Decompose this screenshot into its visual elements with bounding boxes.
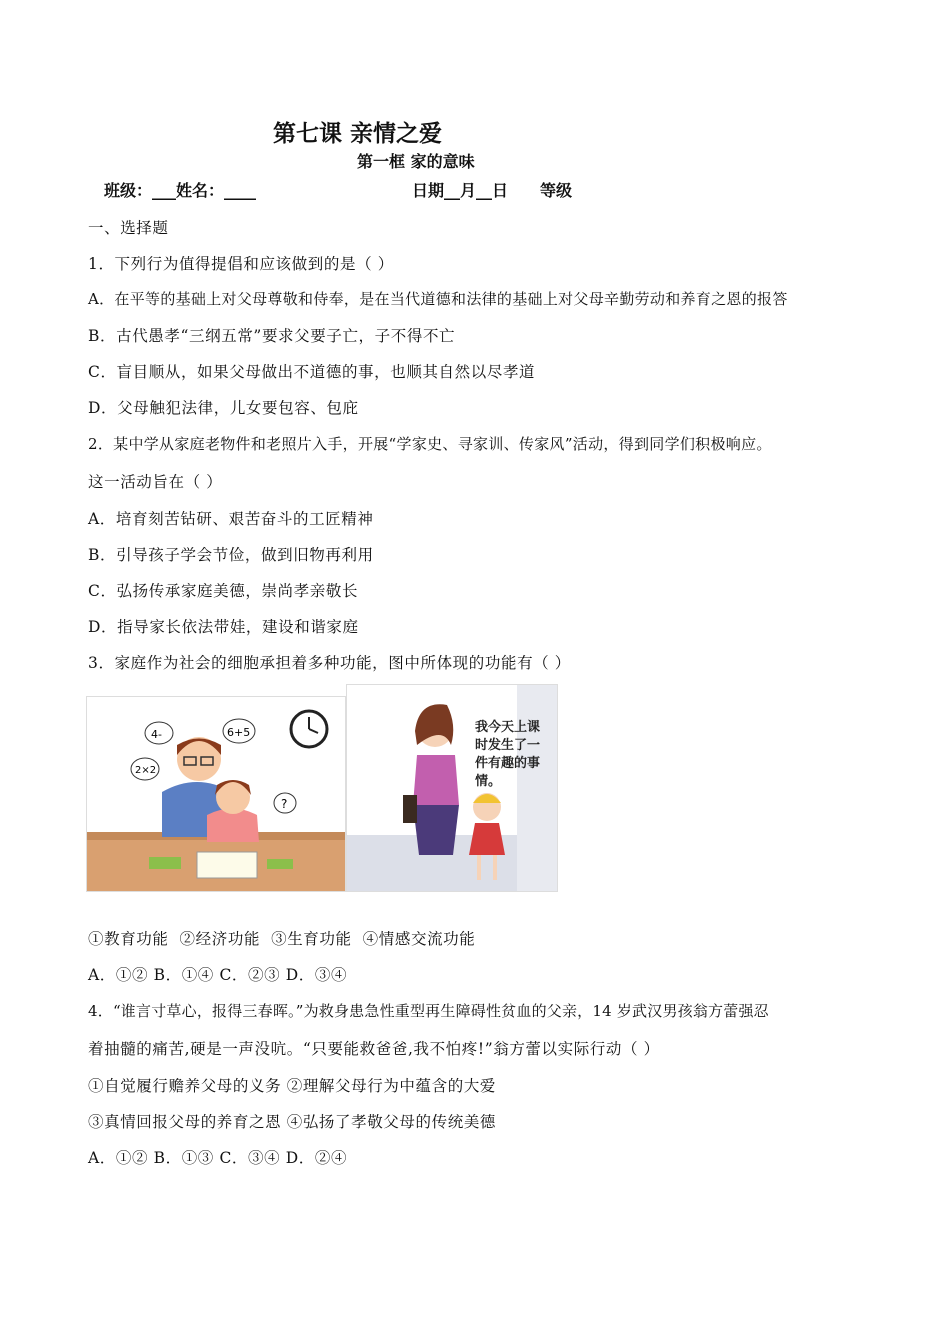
question-2-option-b: B．引导孩子学会节俭，做到旧物再利用 [88, 546, 374, 564]
question-2-option-d: D．指导家长依法带娃，建设和谐家庭 [88, 618, 359, 636]
lesson-title: 第七课 亲情之爱 [273, 121, 443, 147]
question-4-choices: A．①② B．①③ C．③④ D．②④ [88, 1149, 348, 1167]
section-title: 第一框 家的意味 [357, 152, 475, 171]
father-tutoring-drawing [87, 697, 345, 891]
question-4-items-line-1: ①自觉履行赡养父母的义务 ②理解父母行为中蕴含的大爱 [88, 1077, 497, 1095]
class-name-label: 班级：___姓名：____ [104, 181, 257, 200]
question-1-option-b: B．古代愚孝“三纲五常”要求父要子亡，子不得不亡 [88, 327, 456, 345]
bubble-text-1: 4- [151, 728, 162, 741]
date-label: 日期__月__日 [412, 181, 509, 200]
question-1-option-a: A．在平等的基础上对父母尊敬和侍奉，是在当代道德和法律的基础上对父母辛勤劳动和养育之恩的报答 [88, 290, 788, 308]
question-3-choices: A．①② B．①④ C．②③ D．③④ [88, 966, 348, 984]
question-2-option-c: C．弘扬传承家庭美德，崇尚孝亲敬长 [88, 582, 359, 600]
question-3-items: ①教育功能 ②经济功能 ③生育功能 ④情感交流功能 [88, 930, 476, 948]
speech-line-1: 我今天上课 [475, 720, 541, 735]
question-1-stem: 1．下列行为值得提倡和应该做到的是（ ） [88, 255, 394, 273]
grade-label: 等级 [540, 181, 573, 200]
question-3-stem: 3．家庭作为社会的细胞承担着多种功能，图中所体现的功能有（ ） [88, 654, 571, 672]
question-4-items-line-2: ③真情回报父母的养育之恩 ④弘扬了孝敬父母的传统美德 [88, 1113, 497, 1131]
speech-line-4: 情。 [475, 774, 502, 789]
question-2-stem-cont: 这一活动旨在（ ） [88, 473, 223, 491]
speech-bubble-text [475, 719, 540, 791]
illustration-father-tutoring [86, 696, 346, 892]
question-1-option-c: C．盲目顺从，如果父母做出不道德的事，也顺其自然以尽孝道 [88, 363, 536, 381]
question-2-option-a: A．培育刻苦钻研、艰苦奋斗的工匠精神 [88, 510, 374, 528]
bubble-text-3: 2×2 [135, 765, 157, 776]
bubble-text-2: 6+5 [227, 726, 251, 739]
illustration-mother-daughter [346, 684, 558, 892]
question-2-stem: 2．某中学从家庭老物件和老照片入手，开展“学家史、寻家训、传家风”活动，得到同学们积极响应。 [88, 435, 772, 453]
bubble-text-4: ? [281, 797, 288, 811]
question-4-stem: 4．“谁言寸草心，报得三春晖。”为救身患急性重型再生障碍性贫血的父亲，14 岁武汉男孩翁方蕾强忍 [88, 1002, 769, 1020]
question-1-option-d: D．父母触犯法律，儿女要包容、包庇 [88, 399, 359, 417]
question-4-stem-cont: 着抽髓的痛苦,硬是一声没吭。“只要能救爸爸,我不怕疼!”翁方蕾以实际行动（ ） [88, 1040, 660, 1058]
speech-line-3: 件有趣的事 [475, 756, 541, 771]
section-heading: 一、选择题 [88, 219, 169, 237]
speech-line-2: 时发生了一 [475, 738, 541, 753]
